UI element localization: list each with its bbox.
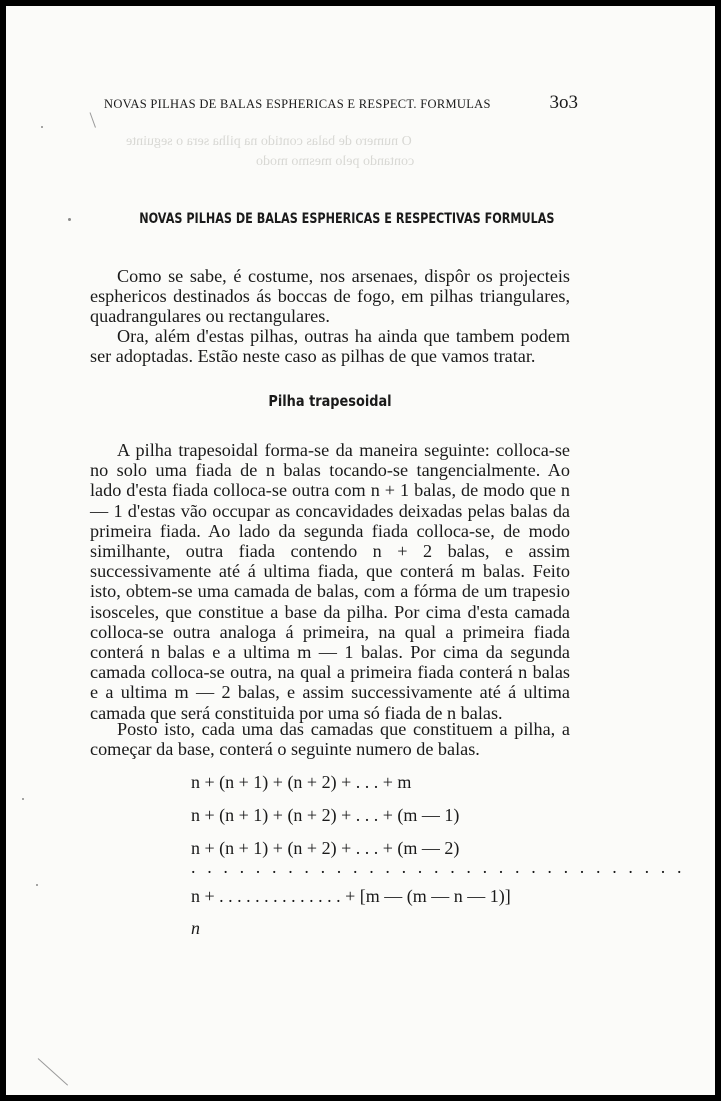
body-paragraph-4: Posto isto, cada uma das camadas que constituem a pilha, a começar da base, conterá o seguinte numero de balas.: [90, 719, 570, 760]
paper-speck: [36, 884, 38, 886]
body-paragraph-3: A pilha trapesoidal forma-se da maneira seguinte: colloca-se no solo uma fiada de n balas tocando-se tangencialmente. Ao lado d'esta fiada colloca-se outra com n + 1 balas, de modo que n — 1 d'estas vão occupar as concavidades deixadas pelas balas da primeira fiada. Ao lado da segunda fiada colloca-se, de modo similhante, outra fiada contendo n + 2 balas, e assim successivamente até á ultima fiada, que conterá m balas. Feito isto, obtem-se uma camada de balas, com a fórma de um trapesio isosceles, que constitue a base da pilha. Por cima d'esta camada colloca-se outra analoga á primeira, na qual a primeira fiada conterá n balas e a ultima m — 1 balas. Por cima da segunda camada colloca-se outra, na qual a primeira fiada conterá n balas e a ultima m — 2 balas, e assim successivamente até á ultima camada que será constituida por uma só fiada de n balas.: [90, 440, 570, 723]
subsection-title: Pilha trapesoidal: [268, 392, 392, 410]
scanned-page: [6, 6, 715, 1095]
formula-line-6: n: [191, 918, 200, 938]
bleed-through-text: contando pelo mesmo modo: [256, 154, 415, 169]
paper-scratch: [38, 1058, 68, 1086]
page-number: 3o3: [549, 92, 578, 113]
running-title: NOVAS PILHAS DE BALAS ESPHERICAS E RESPECT. FORMULAS: [104, 97, 491, 111]
intro-paragraph-2: Ora, além d'estas pilhas, outras ha ainda que tambem podem ser adoptadas. Estão neste caso as pilhas de que vamos tratar.: [90, 326, 570, 367]
paper-speck: [22, 798, 24, 800]
intro-paragraph-1: Como se sabe, é costume, nos arsenaes, dispôr os projecteis esphericos destinados ás boccas de fogo, em pilhas triangulares, quadrangulares ou rectangulares.: [90, 266, 570, 327]
formula-line-5: n + . . . . . . . . . . . . . . + [m — (m — n — 1)]: [191, 886, 511, 906]
running-header: [104, 92, 578, 114]
bleed-through-text: O numero de balas contido na pilha sera o seguinte: [126, 134, 412, 149]
formula-line-3: n + (n + 1) + (n + 2) + . . . + (m — 2): [191, 838, 460, 858]
section-title: NOVAS PILHAS DE BALAS ESPHERICAS E RESPECTIVAS FORMULAS: [139, 211, 555, 227]
formula-ellipsis-row: . . . . . . . . . . . . . . . . . . . . . . . . . . . . . . .: [191, 857, 686, 877]
paper-scratch: [90, 112, 96, 127]
formula-line-2: n + (n + 1) + (n + 2) + . . . + (m — 1): [191, 805, 460, 825]
paper-speck: [68, 218, 71, 221]
paper-speck: [41, 126, 43, 128]
formula-line-1: n + (n + 1) + (n + 2) + . . . + m: [191, 772, 412, 792]
